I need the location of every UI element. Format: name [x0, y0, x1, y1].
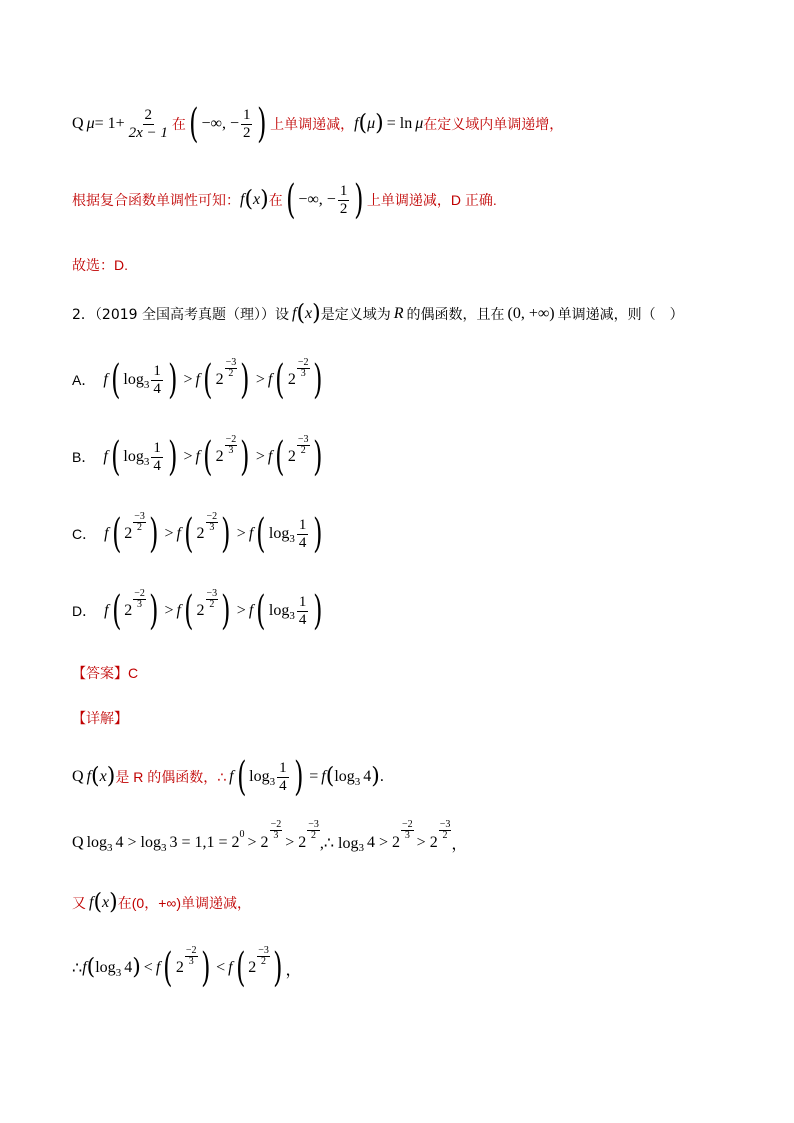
detail-heading: [72, 708, 128, 728]
detail-line-4: ∴ f ( log 3 4 ) < f ( 2 −2 3 ) < f ( 2 −3 2 ) ，: [72, 944, 302, 991]
gt: >: [183, 448, 193, 465]
math-f: f: [354, 115, 359, 132]
fraction: [151, 363, 163, 398]
eq: =: [309, 768, 319, 785]
dot: .: [379, 768, 384, 785]
denominator: 2x − 1: [128, 124, 168, 141]
denominator: 2: [242, 124, 251, 141]
fraction: [338, 183, 350, 218]
reason-symbol: Q: [72, 768, 84, 785]
denominator: 4: [153, 457, 161, 474]
exponent: −3 2: [297, 433, 309, 456]
solution-line-3: [72, 255, 128, 275]
gt: >: [255, 371, 265, 388]
math-text: = 1+: [94, 115, 125, 132]
subscript: 3: [289, 533, 295, 545]
question-text: 单调递减，则（ ）: [557, 307, 684, 323]
fraction: [297, 517, 309, 552]
question-text: 的偶函数，且在: [406, 307, 505, 323]
fraction: [277, 760, 289, 795]
fraction: [297, 594, 309, 629]
subscript: 3: [107, 841, 113, 854]
math-text: 4: [363, 768, 372, 785]
math-f: f: [195, 448, 200, 465]
text: 又: [72, 895, 86, 911]
numerator: 1: [153, 362, 161, 379]
option-label: B．: [72, 449, 96, 465]
option-label: D．: [72, 603, 97, 619]
math-f: f: [229, 768, 234, 785]
numerator: 1: [298, 593, 307, 610]
math-text: −∞, −: [201, 115, 239, 132]
text: 上单调递减，D 正确.: [366, 192, 497, 208]
paren: (: [189, 101, 199, 147]
numerator: 2: [144, 106, 153, 123]
question-text: 2．（2019 全国高考真题（理））设: [72, 307, 289, 323]
base: 2: [215, 448, 224, 465]
math-mu: μ: [367, 115, 376, 132]
base: 2: [124, 602, 133, 619]
text: 是 R 的偶函数，∴: [115, 769, 227, 785]
exponent: −2 3: [225, 433, 237, 456]
denominator: 4: [279, 777, 287, 794]
text: 在: [171, 116, 186, 132]
option-b[interactable]: B． f ( log 3 $\frac{1}{4}$ ) > f ( 2 −2 3 ) > f ( 2 −3 2 ): [72, 433, 323, 480]
fraction: [241, 107, 253, 142]
gt: >: [164, 525, 174, 542]
comma: ，: [451, 836, 468, 853]
base: 2: [196, 525, 205, 542]
exponent: −2 3: [297, 356, 309, 379]
math-text: 3 = 1,1 = 2: [169, 833, 240, 851]
math-f: f: [104, 525, 109, 542]
base: 2: [215, 371, 224, 388]
math-text: > 2: [285, 833, 307, 851]
math-text: −∞, −: [298, 191, 336, 208]
math-f: f: [248, 525, 254, 542]
therefore: ∴: [72, 960, 83, 977]
math-log: log: [268, 525, 290, 542]
lt: <: [143, 959, 153, 976]
subscript: 3: [289, 610, 295, 622]
detail-line-1: Q f ( x ) 是 R 的偶函数，∴ f ( log 3 $\frac{1}{4}$ ) = f ( log 3 4 ) .: [72, 754, 384, 800]
math-f: f: [195, 371, 200, 388]
exponent: −2 3: [206, 510, 218, 533]
subscript: 3: [269, 776, 276, 788]
denominator: 2: [339, 200, 348, 217]
text: 在(0，+∞)单调递减，: [117, 895, 252, 911]
base: 2: [124, 525, 133, 542]
detail-line-2: [72, 819, 468, 854]
math-f: f: [176, 602, 181, 619]
text: 在定义域内单调递增，: [423, 116, 564, 132]
subscript: 3: [143, 456, 150, 468]
math-log: log: [123, 448, 144, 465]
math-x: x: [305, 305, 313, 322]
exponent: −2 3: [270, 819, 282, 841]
base: 2: [287, 371, 296, 388]
exponent: −2 3: [134, 587, 145, 610]
option-c[interactable]: C． f ( 2 −3 2 ) > f ( 2 −2 3 ) > f ( log 3 $\frac{1}{4}$ ): [72, 510, 323, 557]
option-d[interactable]: D． f ( 2 −2 3 ) > f ( 2 −3 2 ) > f ( log 3 $\frac{1}{4}$ ): [72, 587, 323, 634]
denominator: 4: [153, 380, 161, 397]
lt: <: [216, 959, 226, 976]
base: 2: [175, 959, 184, 976]
exponent: −2 3: [185, 944, 197, 967]
exponent: −3 2: [308, 819, 319, 841]
math-text: > 2: [247, 833, 269, 851]
math-text: = ln: [386, 115, 413, 132]
exponent: −3 2: [206, 587, 218, 610]
numerator: 1: [298, 516, 307, 533]
math-f: f: [155, 959, 161, 976]
detail-text: 【详解】: [72, 710, 128, 726]
subscript: 3: [358, 841, 364, 854]
exponent: −3 2: [225, 356, 237, 379]
math-mu: μ: [86, 115, 95, 132]
gt: >: [164, 602, 174, 619]
option-label: C．: [72, 526, 97, 542]
math-f: f: [228, 959, 233, 976]
subscript: 3: [160, 841, 167, 854]
math-f: f: [82, 959, 87, 976]
math-f: f: [103, 371, 108, 388]
math-R: R: [393, 305, 404, 322]
question-text: 是定义域为: [320, 307, 391, 323]
base: 2: [287, 448, 296, 465]
math-text: > 2: [416, 833, 438, 851]
exponent: −2 3: [402, 819, 413, 841]
subscript: 3: [143, 379, 150, 391]
math-text: ,∴ log: [319, 834, 359, 852]
question-2: 2．（2019 全国高考真题（理））设 f ( x ) 是定义域为 R 的偶函数，且在 (0, +∞) 单调递减，则（ ）: [72, 301, 684, 326]
text: 故选：D.: [72, 257, 128, 273]
math-x: x: [102, 894, 110, 911]
text: 在: [268, 192, 283, 208]
solution-line-2: 根据复合函数单调性可知： f ( x ) 在 ( −∞, − $\frac{1}{2}$ ) 上单调递减，D 正确.: [72, 177, 497, 223]
numerator: 1: [242, 106, 251, 123]
math-f: f: [267, 371, 273, 388]
math-log: log: [86, 833, 108, 851]
numerator: 1: [153, 439, 161, 456]
text: 上单调递减，: [270, 116, 355, 132]
comma: ，: [285, 961, 302, 979]
math-log: log: [334, 768, 355, 785]
math-f: f: [176, 525, 181, 542]
math-x: x: [99, 768, 107, 785]
subscript: 3: [354, 776, 361, 788]
math-log: log: [249, 768, 270, 785]
numerator: 1: [279, 759, 287, 776]
math-x: x: [253, 191, 261, 208]
subscript: 3: [115, 967, 122, 979]
math-f: f: [89, 894, 94, 911]
math-log: log: [268, 602, 290, 619]
reason-symbol: Q: [72, 833, 84, 851]
denominator: 4: [298, 611, 307, 628]
math-f: f: [292, 305, 297, 322]
math-interval: (0, +∞): [507, 305, 555, 322]
answer-text: 【答案】C: [72, 665, 139, 681]
math-log: log: [123, 371, 144, 388]
math-f: f: [321, 768, 326, 785]
solution-line-1: Q μ = 1+ $\frac{2}{2x - 1}$ 在 ( −∞, − $\frac{1}{2}$ ) 上单调递减， f ( μ ) = ln μ 在定义域内单调递增，: [72, 101, 564, 147]
math-text: 4 > 2: [367, 833, 401, 851]
option-label: A．: [72, 372, 96, 388]
detail-line-3: 又 f ( x ) 在(0，+∞)单调递减，: [72, 890, 252, 915]
math-f: f: [86, 768, 92, 785]
base: 2: [248, 959, 257, 976]
exponent: −3 2: [134, 510, 145, 533]
answer: [72, 663, 138, 683]
denominator: 4: [298, 534, 307, 551]
gt: >: [183, 371, 193, 388]
gt: >: [255, 448, 265, 465]
math-text: 4: [124, 959, 133, 976]
paren: ): [257, 101, 267, 147]
reason-symbol: Q: [72, 115, 84, 132]
math-text: 4 > log: [115, 833, 161, 851]
exponent: −3 2: [439, 819, 451, 841]
fraction: [151, 440, 163, 475]
numerator: 1: [339, 182, 348, 199]
math-log: log: [95, 959, 116, 976]
option-a[interactable]: A． f ( log 3 $\frac{1}{4}$ ) > f ( 2 −3 2 ) > f ( 2 −2 3 ): [72, 356, 323, 403]
text: 根据复合函数单调性可知：: [72, 192, 240, 208]
math-f: f: [103, 448, 108, 465]
gt: >: [236, 525, 246, 542]
exponent: −3 2: [258, 944, 269, 967]
math-mu: μ: [415, 115, 424, 132]
base: 2: [196, 602, 205, 619]
math-f: f: [104, 602, 109, 619]
math-f: f: [248, 602, 254, 619]
math-f: f: [240, 191, 245, 208]
gt: >: [236, 602, 246, 619]
fraction: [127, 107, 170, 142]
math-f: f: [267, 448, 273, 465]
superscript: 0: [239, 829, 245, 840]
